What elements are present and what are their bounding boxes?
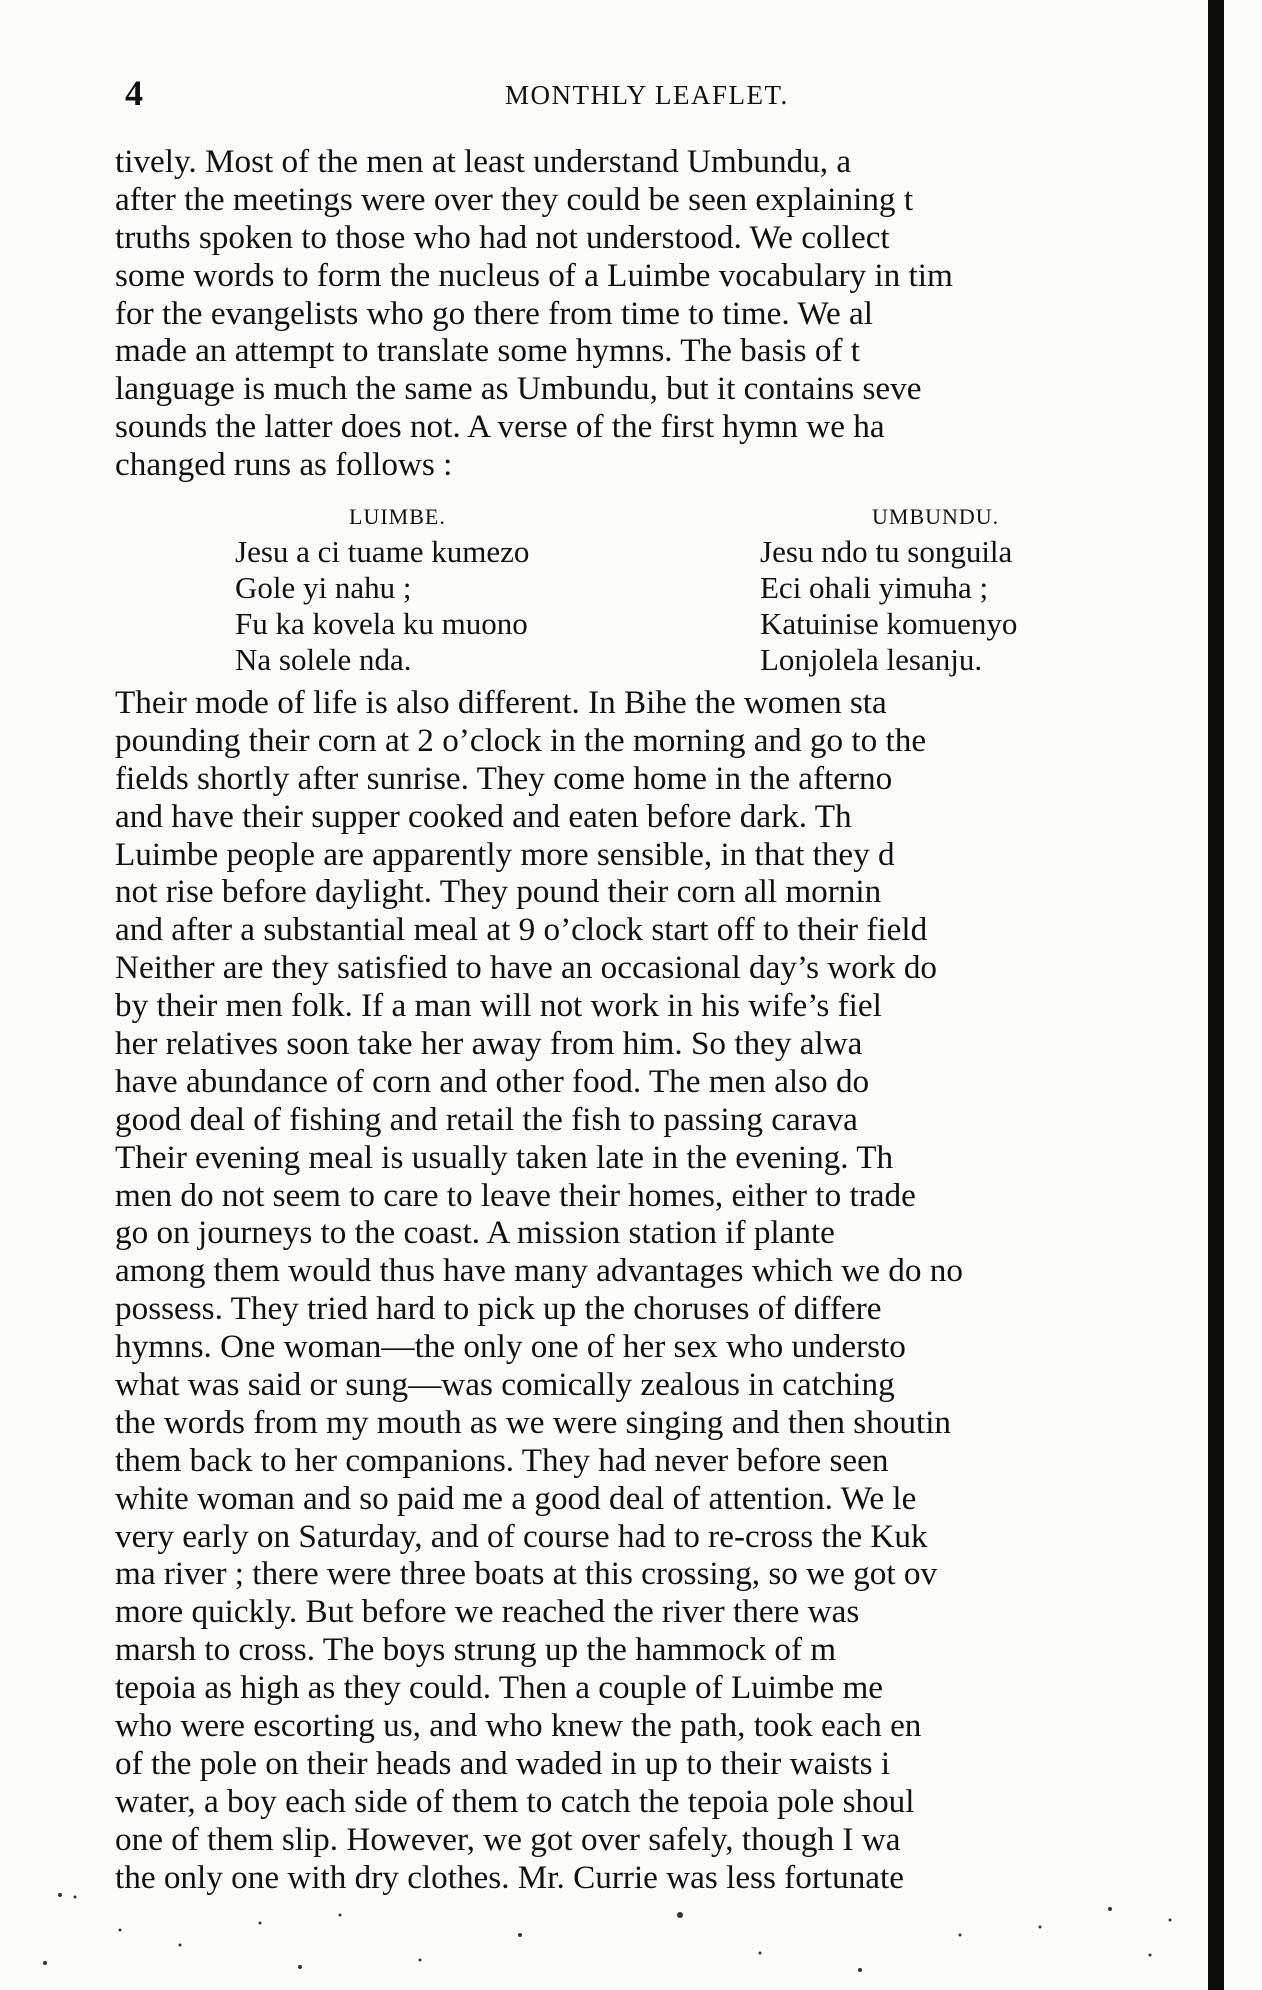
scan-specks: [0, 1875, 1200, 1985]
text-line: and after a substantial meal at 9 o’clock start off to their field: [115, 911, 928, 949]
text-line: Luimbe people are apparently more sensible, in that they d: [115, 835, 895, 873]
text-line: among them would thus have many advantages which we do no: [115, 1252, 963, 1290]
text-line: Neither are they satisfied to have an occasional day’s work do: [115, 949, 938, 987]
umbundu-column: [760, 500, 1017, 678]
text-line: ma river ; there were three boats at this crossing, so we got ov: [115, 1555, 938, 1593]
text-line: for the evangelists who go there from time to time. We al: [115, 294, 873, 332]
running-head: MONTHLY LEAFLET.: [505, 80, 789, 110]
text-line: by their men folk. If a man will not work in his wife’s fiel: [115, 987, 882, 1025]
verse-line: Fu ka kovela ku muono: [235, 606, 528, 641]
text-line: what was said or sung—was comically zealous in catching: [115, 1366, 895, 1404]
page-header: [125, 72, 1195, 112]
umbundu-heading: UMBUNDU.: [872, 504, 1000, 529]
text-line: tively. Most of the men at least understand Umbundu, a: [115, 143, 852, 180]
text-line: one of them slip. However, we got over safely, though I wa: [115, 1820, 901, 1858]
page-number: 4: [125, 73, 143, 113]
luimbe-column: [235, 500, 529, 678]
text-line: the words from my mouth as we were singing and then shoutin: [115, 1403, 952, 1441]
luimbe-heading: LUIMBE.: [349, 504, 446, 529]
text-line: have abundance of corn and other food. The men also do: [115, 1062, 870, 1100]
text-line: them back to her companions. They had never before seen: [115, 1441, 889, 1479]
text-line: language is much the same as Umbundu, but it contains seve: [115, 370, 922, 408]
text-line: sounds the latter does not. A verse of the first hymn we ha: [115, 408, 885, 446]
text-line: possess. They tried hard to pick up the choruses of differe: [115, 1290, 882, 1328]
text-line: after the meetings were over they could be seen explaining t: [115, 180, 914, 218]
text-line: more quickly. But before we reached the river there was: [115, 1593, 860, 1631]
text-line: her relatives soon take her away from him. So they alwa: [115, 1025, 863, 1063]
binding-gutter-shadow: [1208, 0, 1224, 1990]
text-line: men do not seem to care to leave their homes, either to trade: [115, 1176, 916, 1214]
text-line: of the pole on their heads and waded in up to their waists i: [115, 1744, 891, 1782]
text-line: some words to form the nucleus of a Luimbe vocabulary in tim: [115, 256, 953, 294]
text-line: pounding their corn at 2 o’clock in the morning and go to the: [115, 721, 927, 759]
text-line: Their evening meal is usually taken late in the evening. Th: [115, 1138, 894, 1176]
text-line: white woman and so paid me a good deal of attention. We le: [115, 1479, 917, 1517]
verse-line: Gole yi nahu ;: [235, 570, 412, 605]
main-paragraph: [115, 684, 1205, 1897]
text-line: good deal of fishing and retail the fish to passing carava: [115, 1100, 858, 1138]
text-line: truths spoken to those who had not understood. We collect: [115, 218, 890, 256]
text-line: the only one with dry clothes. Mr. Currie was less fortunate: [115, 1858, 904, 1896]
text-line: not rise before daylight. They pound their corn all mornin: [115, 873, 882, 911]
text-line: and have their supper cooked and eaten before dark. Th: [115, 797, 852, 835]
text-line: tepoia as high as they could. Then a couple of Luimbe me: [115, 1669, 884, 1707]
verse-line: Jesu a ci tuame kumezo: [235, 534, 530, 569]
text-line: who were escorting us, and who knew the path, took each en: [115, 1707, 922, 1745]
verse-line: Lonjolela lesanju.: [760, 642, 983, 677]
page-margin: [1224, 0, 1262, 1990]
verse-line: Katuinise komuenyo: [760, 606, 1018, 641]
text-line: changed runs as follows :: [115, 446, 453, 484]
intro-paragraph: [115, 143, 1205, 484]
verse-line: Na solele nda.: [235, 642, 412, 677]
verse-line: Jesu ndo tu songuila: [760, 534, 1013, 569]
text-line: go on journeys to the coast. A mission station if plante: [115, 1214, 835, 1252]
hymn-verse-block: [115, 500, 1205, 680]
text-line: water, a boy each side of them to catch the tepoia pole shoul: [115, 1782, 915, 1820]
text-line: marsh to cross. The boys strung up the hammock of m: [115, 1631, 837, 1669]
text-line: Their mode of life is also different. In Bihe the women sta: [115, 684, 887, 721]
text-line: fields shortly after sunrise. They come home in the afterno: [115, 759, 893, 797]
verse-line: Eci ohali yimuha ;: [760, 570, 989, 605]
text-line: very early on Saturday, and of course had to re-cross the Kuk: [115, 1517, 928, 1555]
text-line: hymns. One woman—the only one of her sex who understo: [115, 1328, 906, 1366]
text-line: made an attempt to translate some hymns. The basis of t: [115, 332, 861, 370]
